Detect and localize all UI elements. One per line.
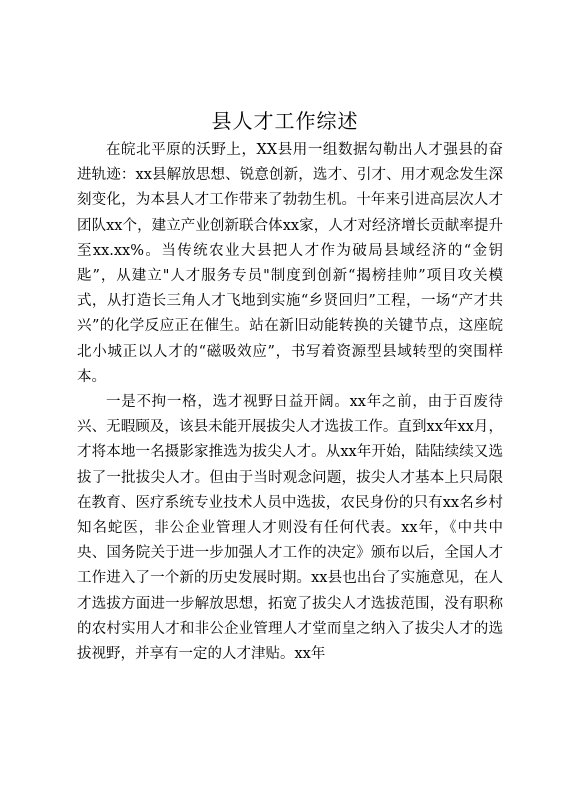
paragraph-section-one: 一是不拘一格，选才视野日益开阔。xx年之前，由于百废待兴、无暇顾及，该县未能开展拔尖人才选拔工作。直到xx年xx月，才将本地一名摄影家推选为拔尖人才。从xx年开始，陆陆续续又选拔了一批拔尖人才。但由于当时观念问题，拔尖人才基本上只局限在教育、医疗系统专业技术人员中选拔，农民身份的只有xx名乡村知名蛇医，非公企业管理人才则没有任何代表。xx年，《中共中央、国务院关于进一步加强人才工作的决定》颁布以后，全国人才工作进入了一个新的历史发展时期。xx县也出台了实施意见，在人才选拔方面进一步解放思想，拓宽了拔尖人才选拔范围，没有职称的农村实用人才和非公企业管理人才堂而皇之纳入了拔尖人才的选拔视野，并享有一定的人才津贴。xx年 [77,394,503,663]
document-title: 县人才工作综述 [211,109,359,133]
document-body [77,138,503,667]
paragraph-intro: 在皖北平原的沃野上，XX县用一组数据勾勒出人才强县的奋进轨迹：xx县解放思想、锐意创新，选才、引才、用才观念发生深刻变化，为本县人才工作带来了勃勃生机。十年来引进高层次人才团队xx个，建立产业创新联合体xx家，人才对经济增长贡献率提升至xx.xx%。当传统农业大县把人才作为破局县域经济的“金钥匙”，从建立"人才服务专员"制度到创新“揭榜挂帅”项目攻关模式，从打造长三角人才飞地到实施“乡贤回归”工程，一场“产才共兴”的化学反应正在催生。站在新旧动能转换的关键节点，这座皖北小城正以人才的“磁吸效应”，书写着资源型县域转型的突围样本。 [77,142,503,385]
